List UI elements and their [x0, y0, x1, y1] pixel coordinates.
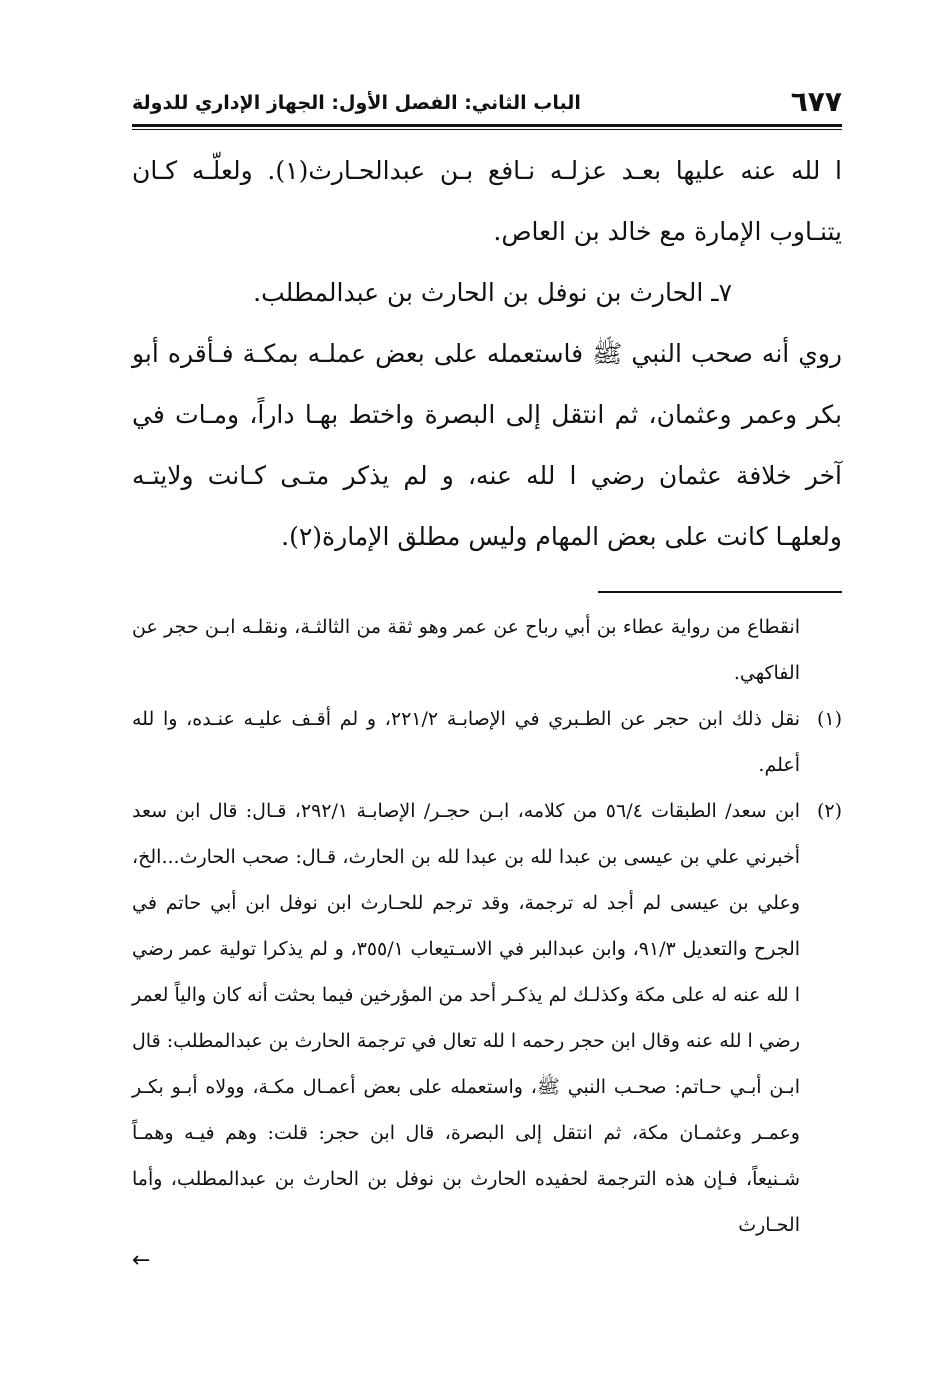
- footnote-1-text: نقل ذلك ابن حجر عن الطـبري في الإصابـة ٢٢١/٢، و لم أقـف عليـه عنـده، وا لله أعلم.: [132, 708, 800, 776]
- page-header: [132, 84, 842, 124]
- footnote-1-number: (١): [816, 708, 842, 730]
- footnotes: [132, 604, 842, 1248]
- continue-arrow-icon: ←: [132, 1248, 151, 1273]
- paragraph-1: ا لله عنه عليها بعـد عزلـه نـافع بـن عبدالحـارث(١). ولعلّـه كـان يتنـاوب الإمارة مع خالد بن العاص.: [132, 156, 842, 246]
- paragraph-3: روي أنه صحب النبي ﷺ فاستعمله على بعض عملـه بمكـة فـأقره أبو بكر وعمر وعثمان، ثم انتقل إلى البصرة واختط بهـا داراً، ومـات في آخر خلافة عثمان رضي ا لله عنه، و لم يذكر متـى كـانت ولايتـه ولعلهـا كانت على بعض المهام وليس مطلق الإمارة(٢).: [132, 339, 842, 551]
- footnote-2-number: (٢): [816, 800, 842, 822]
- footnote-2-text: ابن سعد/ الطبقات ٥٦/٤ من كلامه، ابـن حجـر/ الإصابـة ٢٩٢/١، قـال: قال ابن سعد أخبرني علي بن عيسى بن عبدا لله بن عبدا لله بن الحارث، قـال: صحب الحارث...الخ، وعلي بن عيسى لم أجد له ترجمة، وقد ترجم للحـارث ابن نوفل ابن أبي حاتم في الجرح والتعديل ٩١/٣، وابن عبدالبر في الاسـتيعاب ٣٥٥/١، و لم يذكرا تولية عمر رضي ا لله عنه له على مكة وكذلـك لم يذكـر أحد من المؤرخين فيما بحثت أنه كان والياً لعمر رضي ا لله عنه وقال ابن حجر رحمه ا لله تعال في ترجمة الحارث بن عبدالمطلب: قال ابـن أبـي حـاتم: صحـب النبي ﷺ، واستعمله على بعض أعمـال مكـة، وولاه أبـو بكـر وعمـر وعثمـان مكة، ثم انتقل إلى البصرة، قال ابن حجر: قلت: وهم فيـه وهمـاً شـنيعاً، فـإن هذه الترجمة لحفيده الحارث بن نوفل بن الحارث بن عبدالمطلب، وأما الحـارث: [131, 800, 801, 1236]
- paragraph-2-heading: ٧ـ الحارث بن نوفل بن الحارث بن عبدالمطلب.: [253, 278, 732, 307]
- footnote-1: [132, 696, 842, 788]
- footnote-2: [132, 788, 842, 1248]
- page-number: ٦٧٧: [790, 85, 842, 118]
- footnote-carryover: انقطاع من رواية عطاء بن أبي رباح عن عمر وهو ثقة من الثالثـة، ونقلـه ابـن حجر عن الفاكهي.: [132, 616, 800, 684]
- main-text: [132, 140, 842, 567]
- footnote-separator: [598, 591, 842, 593]
- running-title: الباب الثاني: الفصل الأول: الجهاز الإداري للدولة: [132, 92, 581, 114]
- header-rule: [132, 124, 842, 130]
